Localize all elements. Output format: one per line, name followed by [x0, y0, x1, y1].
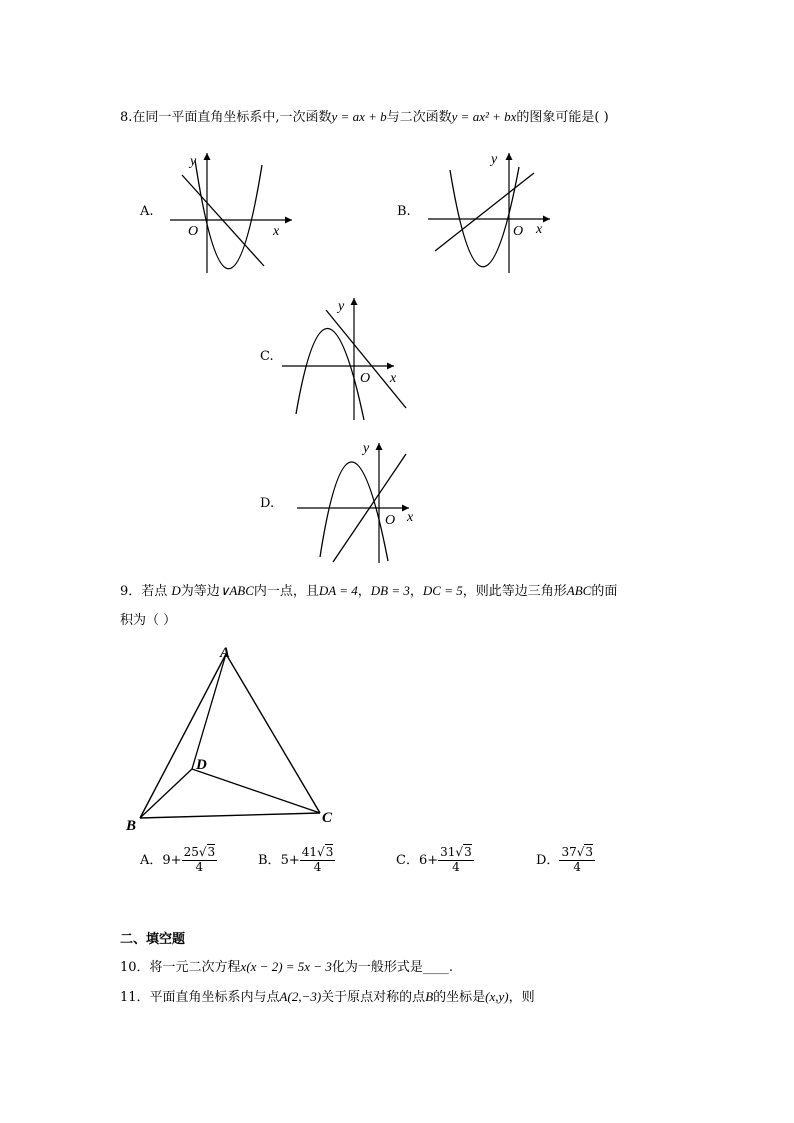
frac-rad: 3: [585, 845, 594, 859]
q9-abc: ABC: [566, 583, 592, 598]
q9-stem-line1: [120, 584, 617, 598]
segment-dc: [192, 769, 320, 813]
q11-xy: (x,y): [485, 989, 509, 1004]
q9-choice-b: [258, 846, 335, 875]
q10-equation: x(x − 2) = 5x − 3: [240, 959, 332, 974]
q10-blank: ____: [422, 960, 449, 975]
frac-den: 4: [313, 859, 322, 874]
q9-dc: DC = 5: [422, 583, 463, 598]
y-axis-label: y: [338, 299, 345, 314]
q9-choice-a: [140, 846, 217, 875]
choice-plus: +: [427, 852, 439, 868]
q11-stem: [120, 990, 535, 1004]
q10-text-c: .: [448, 960, 453, 975]
choice-plus: +: [170, 852, 182, 868]
q9-text-c: 内一点，且: [253, 584, 319, 599]
q10-stem: [120, 960, 453, 974]
frac-den: 4: [573, 859, 582, 874]
q9-choice-d: [536, 846, 595, 875]
frac-coef: 25: [183, 845, 199, 859]
q10-text-b: 化为一般形式是: [331, 960, 423, 975]
point-d-label: D: [196, 757, 207, 773]
origin-label: O: [188, 224, 199, 239]
q8-option-c-label: C.: [260, 349, 274, 364]
q8-option-a-label: A.: [140, 204, 154, 219]
side-ab: [140, 654, 226, 818]
y-axis-label: y: [190, 154, 197, 169]
q9-sep1: ，: [357, 584, 371, 599]
x-axis-label: x: [536, 222, 543, 237]
section-title: 二、填空题: [120, 932, 186, 947]
q11-text-d: ，则: [508, 990, 535, 1005]
vertex-a-label: A: [220, 645, 231, 661]
choice-label: B．: [258, 852, 281, 868]
origin-label: O: [513, 224, 524, 239]
x-axis-label: x: [407, 510, 414, 525]
q8-option-a-graph: [160, 145, 300, 275]
frac-rad: 3: [207, 845, 216, 859]
q8-stem: [120, 110, 609, 124]
line: [435, 173, 534, 251]
choice-int: 6: [418, 852, 428, 868]
x-axis-label: x: [273, 224, 280, 239]
q10-text-a: 10．将一元二次方程: [120, 960, 241, 975]
q8-option-b-label: B.: [397, 204, 411, 219]
frac-coef: 37: [561, 845, 577, 859]
q9-text-a: 9．若点: [120, 584, 172, 599]
q9-triangle-name: ∨ABC: [219, 583, 254, 598]
choice-fraction: $\frac{41√3}{4}$: [301, 845, 334, 874]
q9-text-e: 的面: [591, 584, 618, 599]
q11-point-b: B: [425, 989, 434, 1004]
frac-den: 4: [452, 859, 460, 874]
q8-text-c: 的图象可能是( ): [516, 110, 609, 125]
q11-point-a: A(2,−3): [279, 989, 322, 1004]
q8-text-a: 在同一平面直角坐标系中,一次函数: [132, 110, 332, 125]
q9-choice-c: [396, 846, 474, 875]
q9-text-b: 为等边: [180, 584, 220, 599]
line: [326, 310, 406, 408]
vertex-b-label: B: [126, 818, 137, 834]
choice-label: C．: [396, 852, 419, 868]
frac-rad: 3: [464, 845, 472, 859]
q9-point-d: D: [171, 583, 181, 598]
frac-coef: 31: [440, 845, 456, 859]
q8-option-d-label: D.: [260, 496, 275, 511]
q9-db: DB = 3: [370, 583, 410, 598]
parabola: [320, 462, 388, 561]
q8-number: 8.: [120, 110, 133, 125]
choice-int: 5: [280, 852, 289, 868]
choice-label: D．: [536, 852, 560, 868]
q11-text-c: 的坐标是: [433, 990, 486, 1005]
q8-option-b-graph: [420, 145, 560, 275]
x-axis-label: x: [390, 371, 397, 386]
origin-label: O: [360, 371, 371, 386]
origin-label: O: [385, 513, 396, 528]
choice-plus: +: [288, 852, 300, 868]
q8-option-c-graph: [280, 290, 420, 425]
q9-da: DA = 4: [318, 583, 358, 598]
choice-fraction: $\frac{31√3}{4}$: [440, 845, 472, 874]
frac-den: 4: [195, 859, 204, 874]
y-axis-label: y: [491, 152, 498, 167]
linear-function-expr: y = ax + b: [331, 109, 387, 124]
choice-label: A．: [140, 852, 163, 868]
q9-stem-line2: 积为（ ）: [120, 613, 177, 628]
side-ac: [226, 654, 320, 813]
choice-fraction: $\frac{25√3}{4}$: [183, 845, 216, 874]
q8-text-b: 与二次函数: [386, 110, 452, 125]
quadratic-function-expr: y = ax² + bx: [451, 109, 517, 124]
q11-text-a: 11．平面直角坐标系内与点: [120, 990, 280, 1005]
q9-sep2: ，: [409, 584, 423, 599]
segment-da: [192, 654, 226, 769]
choice-fraction: $\frac{37√3}{4}$: [561, 845, 594, 874]
choice-int: 9: [162, 852, 171, 868]
frac-coef: 41: [301, 845, 318, 859]
vertex-c-label: C: [322, 810, 333, 826]
q8-option-d-graph: [295, 435, 430, 565]
frac-rad: 3: [325, 845, 334, 859]
q9-triangle-figure: [120, 640, 350, 840]
segment-db: [140, 769, 192, 818]
y-axis-label: y: [363, 441, 370, 456]
q11-text-b: 关于原点对称的点: [321, 990, 426, 1005]
side-bc: [140, 813, 320, 818]
q9-text-d: ，则此等边三角形: [462, 584, 567, 599]
